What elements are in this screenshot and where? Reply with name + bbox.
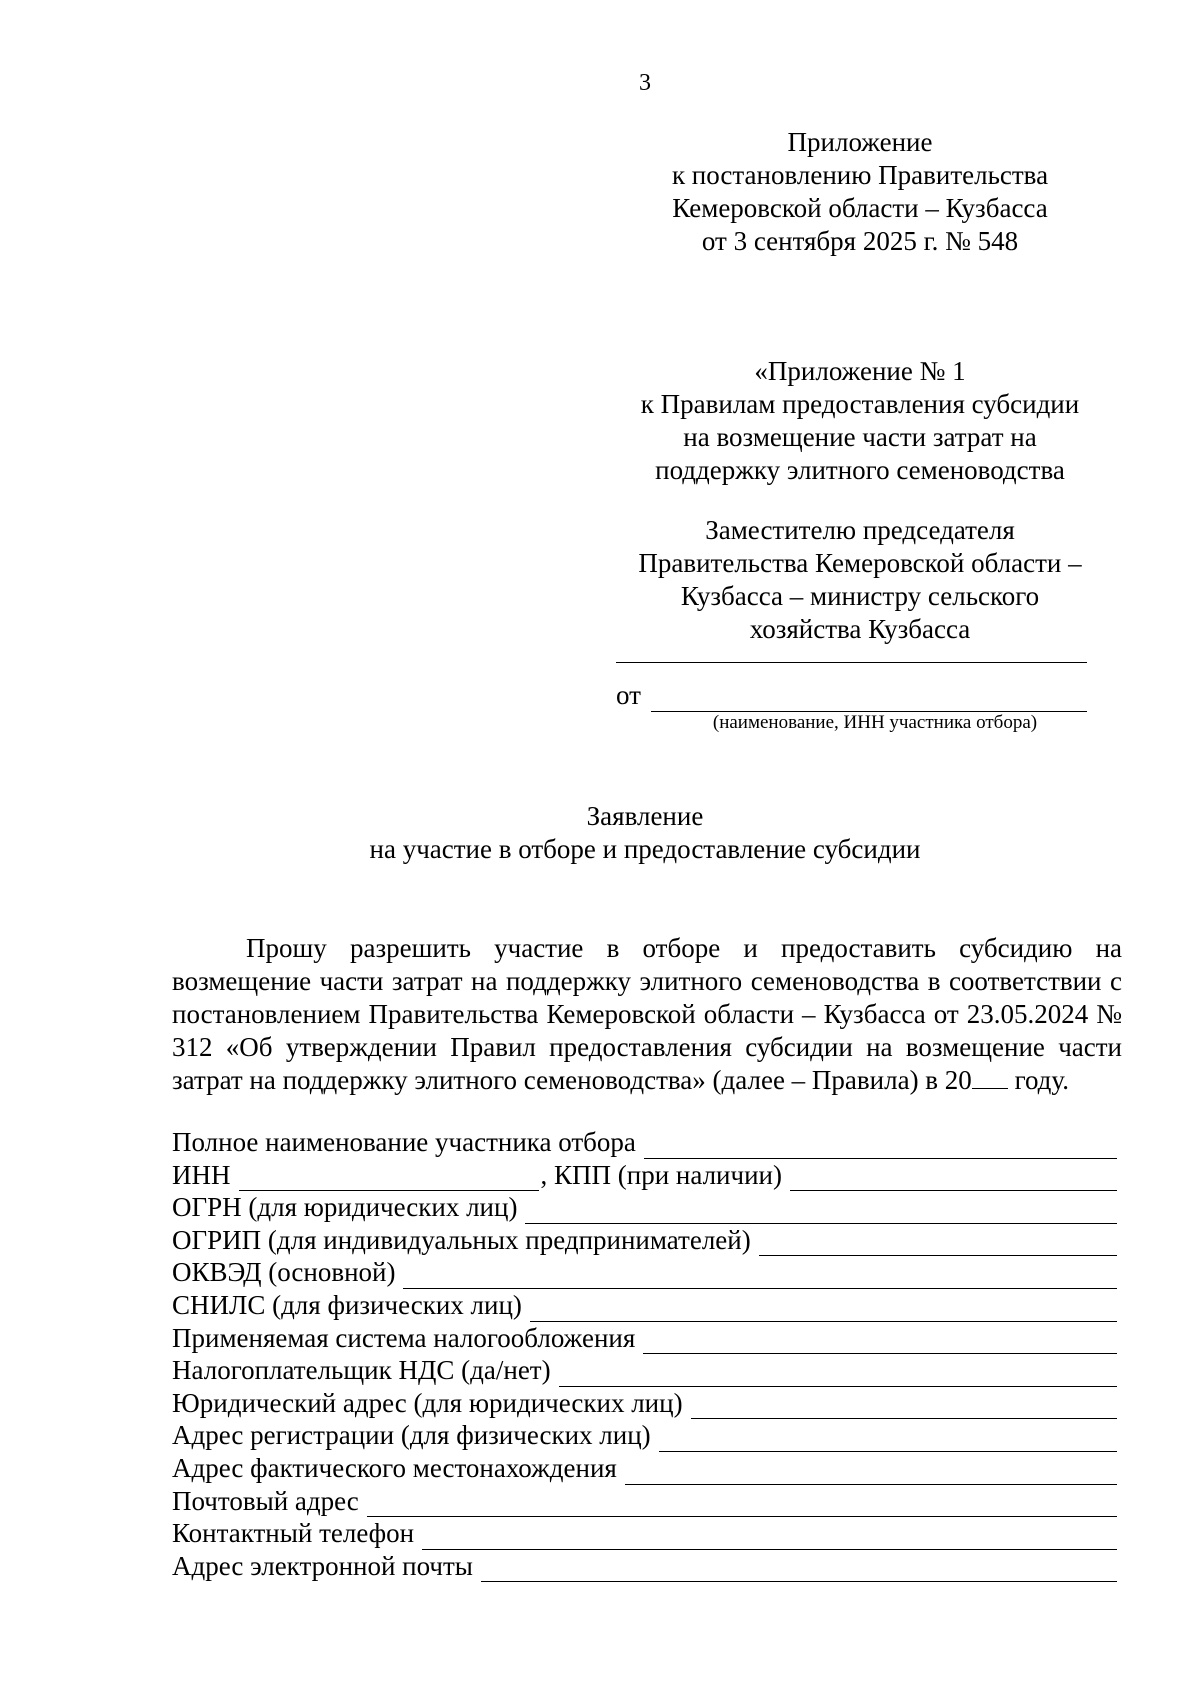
applicant-fields xyxy=(172,1126,1117,1582)
field-inn-kpp xyxy=(172,1159,1117,1192)
field-label: Юридический адрес (для юридических лиц) xyxy=(172,1387,683,1418)
addressee-line: Заместителю председателя xyxy=(705,515,1015,545)
okved-blank[interactable] xyxy=(403,1263,1117,1289)
snils-blank[interactable] xyxy=(530,1296,1117,1322)
paragraph-text: Прошу разрешить участие в отборе и предоставить субсидию на возмещение части затрат на поддержку элитного семеноводства в соответствии с постановлением Правительства Кемеровской области – Кузбасса от 23.05.2024 № 312 «Об утверждении Правил предоставления субсидии на возмещение части затрат на поддержку элитного семеноводства» (далее – Правила) в 20 xyxy=(172,933,1122,1095)
field-email xyxy=(172,1550,1117,1583)
ogrn-blank[interactable] xyxy=(525,1198,1117,1224)
appendix-header-line: от 3 сентября 2025 г. № 548 xyxy=(701,226,1019,256)
appendix-header-line: Приложение xyxy=(787,127,933,157)
appendix-header xyxy=(640,126,1080,258)
rules-appendix-header xyxy=(600,355,1120,487)
paragraph-end: году. xyxy=(1007,1065,1069,1095)
document-title xyxy=(0,800,1200,866)
field-legal-address xyxy=(172,1387,1117,1420)
from-blank[interactable] xyxy=(651,683,1087,712)
tax-system-blank[interactable] xyxy=(643,1328,1117,1354)
full-name-blank[interactable] xyxy=(644,1133,1117,1159)
field-label: СНИЛС (для физических лиц) xyxy=(172,1289,522,1320)
title-line-1: Заявление xyxy=(586,801,704,831)
field-label: ОГРН (для юридических лиц) xyxy=(172,1192,518,1223)
legal-address-blank[interactable] xyxy=(691,1393,1117,1419)
addressee-name-blank[interactable] xyxy=(616,662,1087,663)
field-full-name xyxy=(172,1126,1117,1159)
appendix-header-line: Кемеровской области – Кузбасса xyxy=(672,193,1048,223)
field-label: ОГРИП (для индивидуальных предпринимателей) xyxy=(172,1224,751,1255)
rules-appendix-line: на возмещение части затрат на xyxy=(683,422,1037,452)
addressee-line: Кузбасса – министру сельского xyxy=(680,581,1040,611)
field-tax-system xyxy=(172,1322,1117,1355)
from-caption: (наименование, ИНН участника отбора) xyxy=(712,712,1038,733)
from-row xyxy=(616,678,1087,712)
registration-address-blank[interactable] xyxy=(659,1426,1117,1452)
ogrip-blank[interactable] xyxy=(759,1230,1117,1256)
field-label: Контактный телефон xyxy=(172,1518,415,1549)
addressee-line: хозяйства Кузбасса xyxy=(749,614,971,644)
field-registration-address xyxy=(172,1419,1117,1452)
field-label: ИНН xyxy=(172,1159,231,1190)
field-label: Адрес электронной почты xyxy=(172,1550,473,1581)
field-label: Налогоплательщик НДС (да/нет) xyxy=(172,1355,551,1386)
field-label: Почтовый адрес xyxy=(172,1485,359,1516)
title-line-2: на участие в отборе и предоставление субсидии xyxy=(369,834,921,864)
request-paragraph xyxy=(172,932,1122,1097)
from-label: от xyxy=(616,680,641,710)
rules-appendix-line: поддержку элитного семеноводства xyxy=(655,455,1065,485)
field-okved xyxy=(172,1256,1117,1289)
inn-blank[interactable] xyxy=(239,1165,539,1191)
field-actual-address xyxy=(172,1452,1117,1485)
year-blank[interactable] xyxy=(972,1064,1008,1089)
field-label: , КПП (при наличии) xyxy=(540,1159,782,1190)
field-label: Адрес регистрации (для физических лиц) xyxy=(172,1420,651,1451)
field-label: Применяемая система налогообложения xyxy=(172,1322,636,1353)
appendix-header-line: к постановлению Правительства xyxy=(671,160,1049,190)
rules-appendix-line: «Приложение № 1 xyxy=(754,356,966,386)
field-snils xyxy=(172,1289,1117,1322)
field-label: Адрес фактического местонахождения xyxy=(172,1452,617,1483)
phone-blank[interactable] xyxy=(422,1524,1117,1550)
field-ogrip xyxy=(172,1224,1117,1257)
rules-appendix-line: к Правилам предоставления субсидии xyxy=(640,389,1080,419)
field-label: Полное наименование участника отбора xyxy=(172,1127,636,1157)
email-blank[interactable] xyxy=(481,1556,1117,1582)
addressee-block xyxy=(600,514,1120,646)
actual-address-blank[interactable] xyxy=(625,1459,1117,1485)
field-ogrn xyxy=(172,1191,1117,1224)
field-label: ОКВЭД (основной) xyxy=(172,1257,396,1288)
field-vat-payer xyxy=(172,1354,1117,1387)
vat-payer-blank[interactable] xyxy=(559,1361,1117,1387)
addressee-line: Правительства Кемеровской области – xyxy=(638,548,1082,578)
postal-address-blank[interactable] xyxy=(367,1491,1117,1517)
page-number: 3 xyxy=(639,70,651,96)
kpp-blank[interactable] xyxy=(790,1165,1117,1191)
field-postal-address xyxy=(172,1485,1117,1518)
field-phone xyxy=(172,1517,1117,1550)
